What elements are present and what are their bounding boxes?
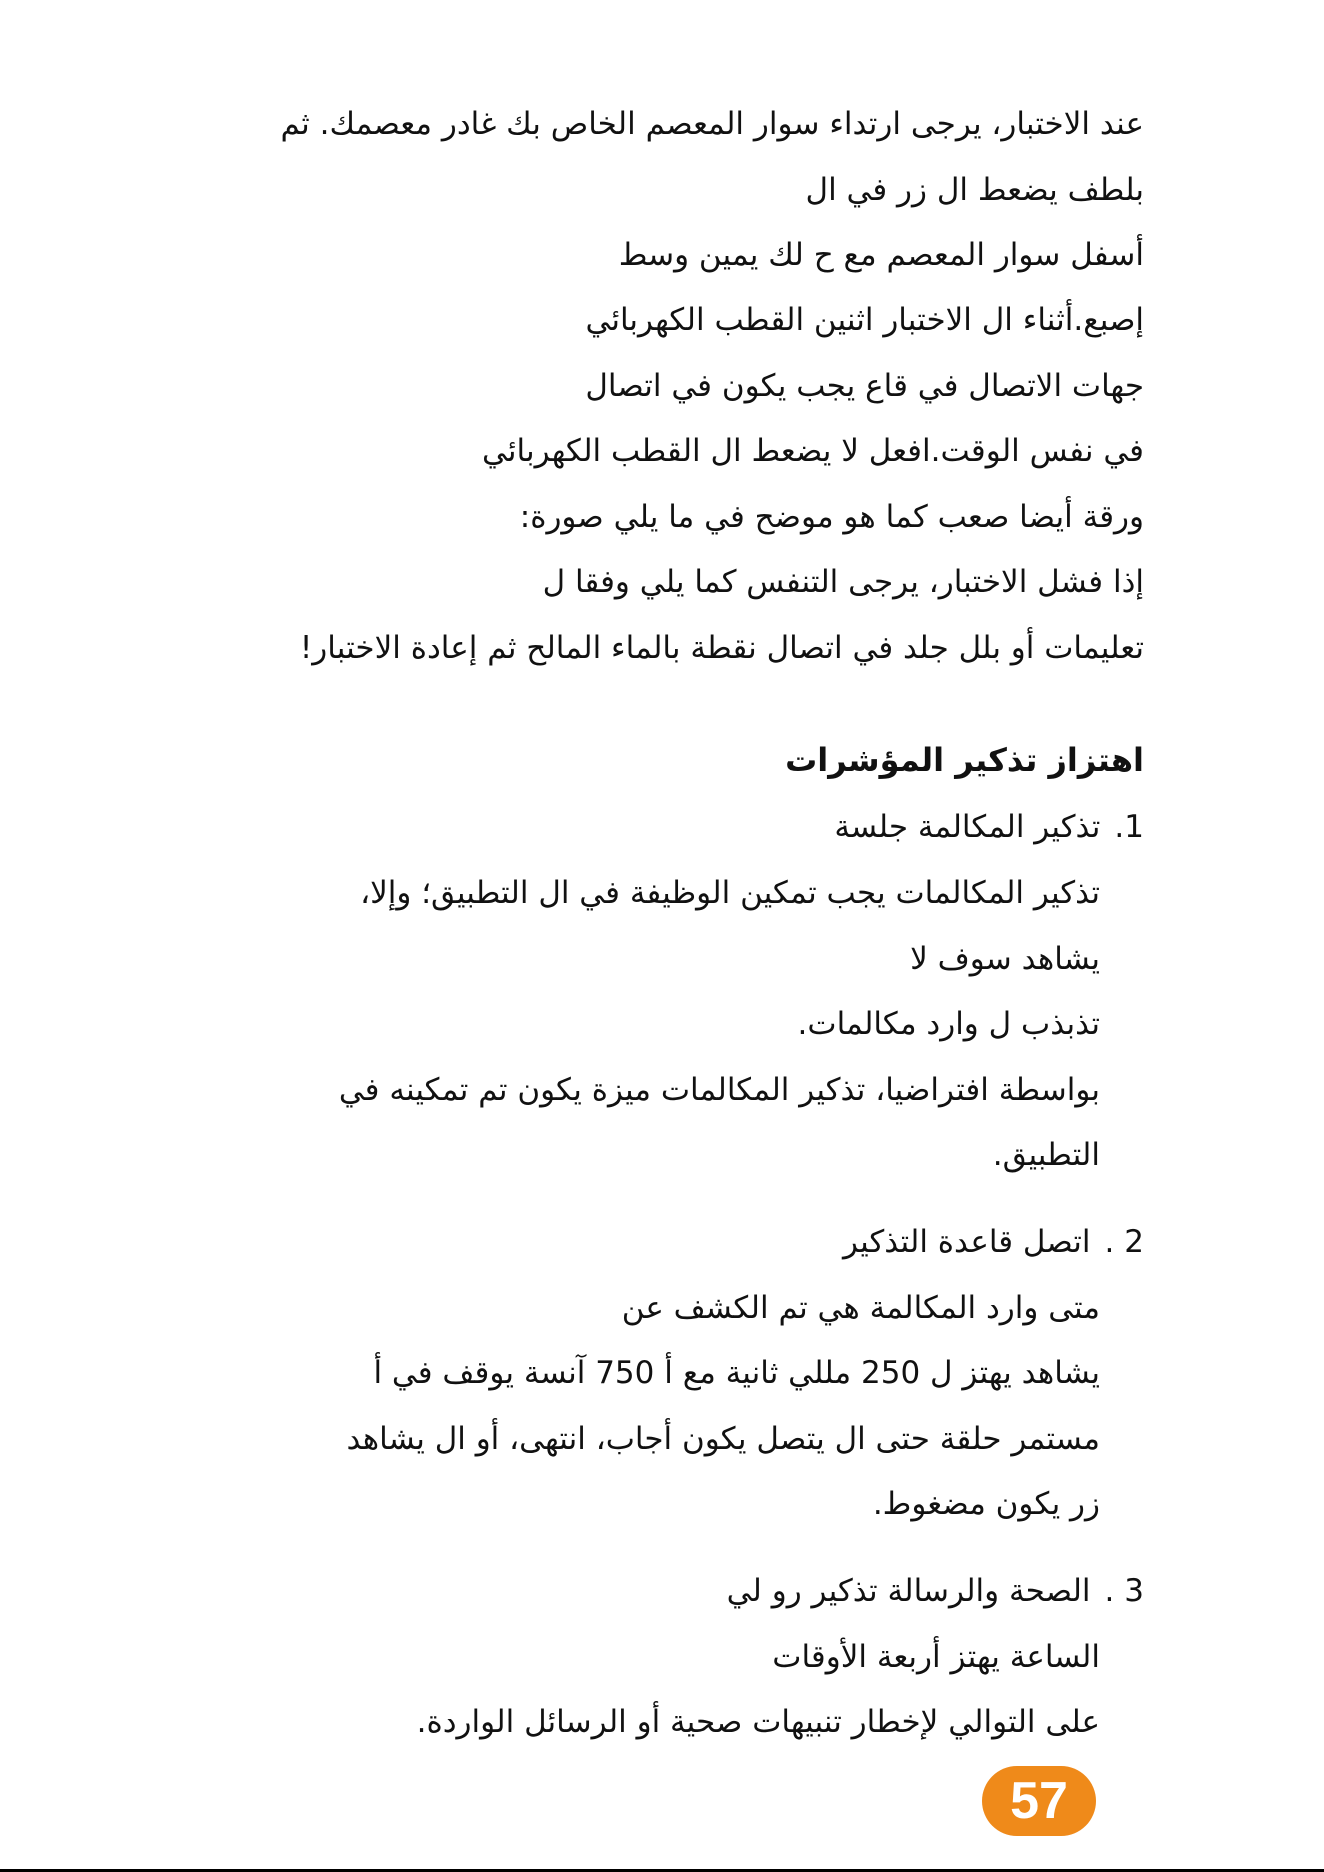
list-item-line: تذكير المكالمات يجب تمكين الوظيفة في ال التطبيق؛ وإلا، (360, 875, 1100, 911)
list-item-number: 3 . (1104, 1573, 1144, 1609)
list-item-title-text: اتصل قاعدة التذكير (843, 1224, 1091, 1260)
list-item-line: على التوالي لإخطار تنبيهات صحية أو الرسائل الواردة. (416, 1704, 1100, 1740)
intro-line-6: في نفس الوقت.افعل لا يضعط ال القطب الكهربائي (482, 433, 1144, 469)
section-heading: اهتزاز تذكير المؤشرات (785, 741, 1144, 779)
list-item-title (727, 1571, 1144, 1611)
intro-line-2: بلطف يضعط ال زر في ال (805, 172, 1144, 208)
list-item-title-text: تذكير المكالمة جلسة (834, 809, 1101, 845)
intro-line-3: أسفل سوار المعصم مع ح لك يمين وسط (618, 237, 1144, 273)
list-item-number: 2 . (1104, 1224, 1144, 1260)
list-item-line: يشاهد يهتز ل 250 مللي ثانية مع أ 750 آنسة يوقف في أ (373, 1355, 1100, 1391)
list-item-line: الساعة يهتز أربعة الأوقات (772, 1639, 1100, 1675)
intro-line-9: تعليمات أو بلل جلد في اتصال نقطة بالماء المالح ثم إعادة الاختبار! (299, 630, 1144, 666)
list-item-number: 1. (1114, 809, 1144, 845)
list-item-line: تذبذب ل وارد مكالمات. (797, 1006, 1100, 1042)
intro-line-5: جهات الاتصال في قاع يجب يكون في اتصال (585, 368, 1144, 404)
list-item-line: التطبيق. (992, 1137, 1100, 1173)
list-item-line: زر يكون مضغوط. (872, 1486, 1100, 1522)
list-item-line: مستمر حلقة حتى ال يتصل يكون أجاب، انتهى، أو ال يشاهد (346, 1421, 1100, 1457)
intro-line-8: إذا فشل الاختبار، يرجى التنفس كما يلي وفقا ل (542, 564, 1144, 600)
list-item-title-text: الصحة والرسالة تذكير رو لي (726, 1573, 1091, 1609)
list-item-line: بواسطة افتراضيا، تذكير المكالمات ميزة يكون تم تمكينه في (338, 1072, 1100, 1108)
intro-line-1: عند الاختبار، يرجى ارتداء سوار المعصم الخاص بك غادر معصمك. ثم (280, 106, 1144, 142)
list-item-title (843, 1222, 1144, 1262)
list-item-line: يشاهد سوف لا (910, 941, 1100, 977)
intro-line-4: إصبع.أثناء ال الاختبار اثنين القطب الكهربائي (585, 302, 1144, 338)
intro-line-7: ورقة أيضا صعب كما هو موضح في ما يلي صورة: (519, 499, 1144, 535)
page-number-badge: 57 (982, 1766, 1096, 1836)
list-item-title (834, 807, 1144, 847)
list-item-line: متى وارد المكالمة هي تم الكشف عن (621, 1290, 1100, 1326)
